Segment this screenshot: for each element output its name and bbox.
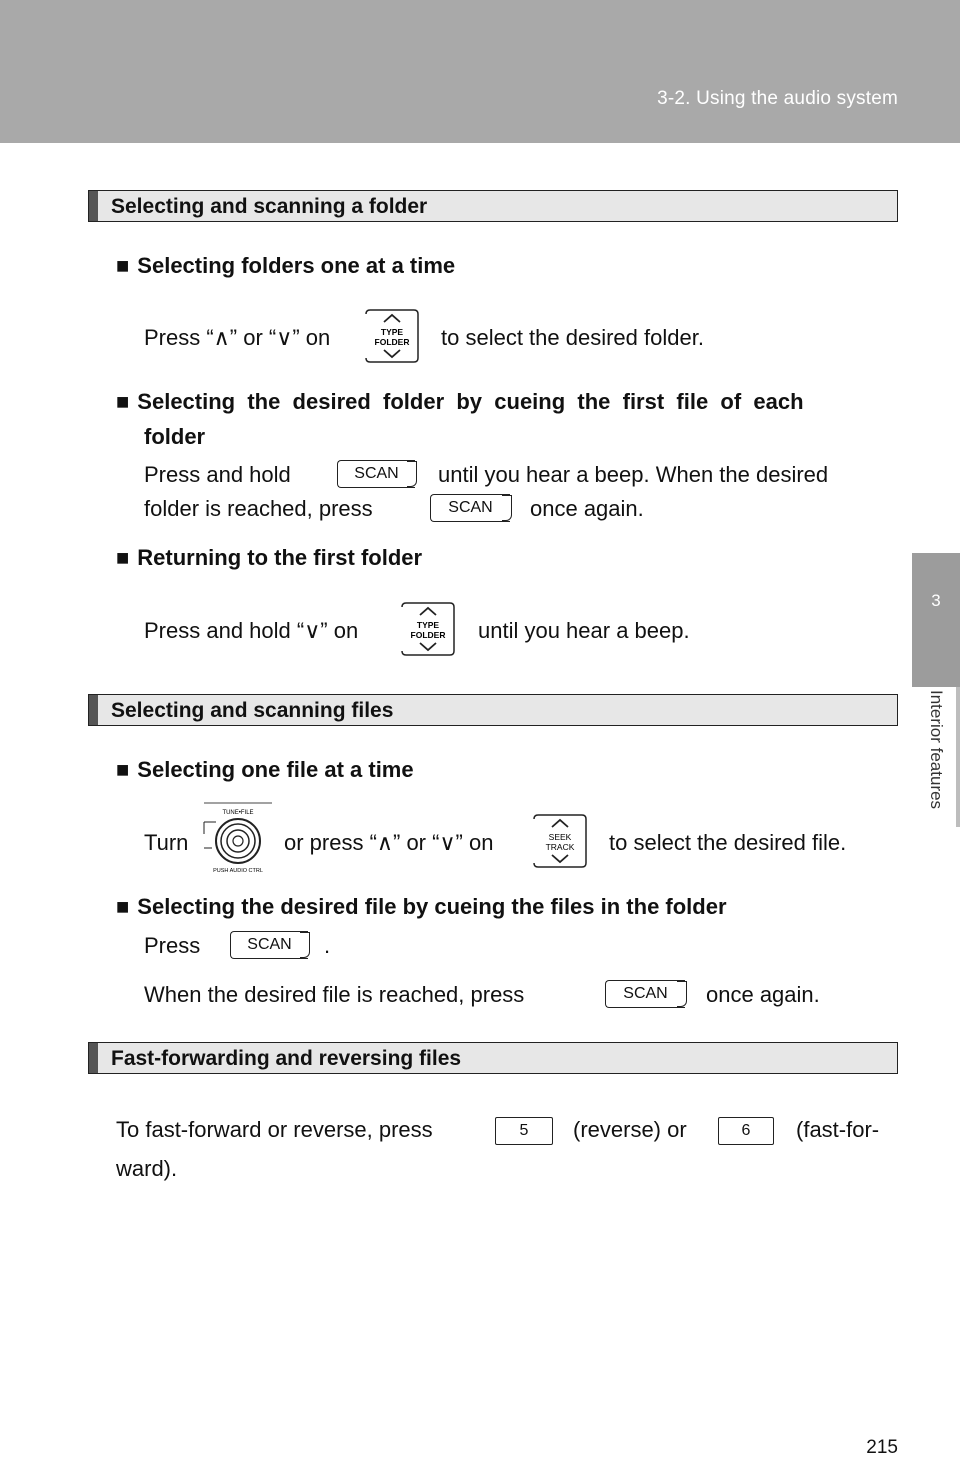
type-folder-button[interactable] <box>362 308 422 364</box>
knob-bottom-label: PUSH AUDIO CTRL <box>213 868 263 874</box>
seek-track-button[interactable] <box>530 813 590 869</box>
subhead-text: Selecting one file at a time <box>137 757 414 782</box>
scan-button[interactable]: SCAN <box>230 931 308 959</box>
subhead-cueing-files <box>116 894 727 920</box>
subhead-return-first-folder <box>116 545 422 571</box>
instruction-text: Press and hold “∨” on <box>144 618 359 643</box>
instruction-text: once again. <box>530 496 644 521</box>
preset-5-button[interactable]: 5 <box>495 1117 553 1145</box>
subhead-text: Returning to the first folder <box>137 545 423 570</box>
instruction-text: Turn <box>144 830 189 855</box>
header-section-title: 3-2. Using the audio system <box>657 88 898 109</box>
section-folder-bar <box>88 190 898 222</box>
instruction-text: . <box>324 933 331 958</box>
subhead-text: Selecting folders one at a time <box>137 253 456 278</box>
subhead-text: Selecting the desired folder by cueing the first file of each <box>137 389 804 414</box>
track-label: TRACK <box>545 842 575 852</box>
instruction-text: to select the desired file. <box>609 830 847 855</box>
scan-button[interactable]: SCAN <box>337 460 415 488</box>
instruction-text: until you hear a beep. When the desired <box>438 462 829 487</box>
page-header <box>0 0 960 143</box>
type-folder-button[interactable] <box>398 601 458 657</box>
folder-label: FOLDER <box>374 337 410 347</box>
instruction-text: Press “∧” or “∨” on <box>144 325 331 350</box>
preset-6-button[interactable]: 6 <box>718 1117 774 1145</box>
subhead-folders-one-at-a-time <box>116 253 455 279</box>
seek-label: SEEK <box>548 832 572 842</box>
scan-button[interactable]: SCAN <box>430 494 510 522</box>
instruction-text: (fast-for- <box>796 1117 880 1142</box>
instruction-text: When the desired file is reached, press <box>144 982 525 1007</box>
page-number: 215 <box>866 1437 898 1458</box>
square-bullet-icon: ■ <box>116 545 130 570</box>
tune-file-knob[interactable] <box>198 800 276 874</box>
subhead-one-file <box>116 757 414 783</box>
instruction-text: ward). <box>116 1156 178 1181</box>
knob-top-label: TUNE•FILE <box>222 810 254 816</box>
type-label: TYPE <box>416 620 440 630</box>
section-files-bar <box>88 694 898 726</box>
scan-button[interactable]: SCAN <box>605 980 685 1008</box>
chapter-tab <box>912 553 960 687</box>
instruction-text: or press “∧” or “∨” on <box>284 830 494 855</box>
square-bullet-icon: ■ <box>116 757 130 782</box>
section-fast-bar <box>88 1042 898 1074</box>
square-bullet-icon: ■ <box>116 894 130 919</box>
section-fast-title: Fast-forwarding and reversing files <box>111 1047 462 1070</box>
instruction-text: To fast-forward or reverse, press <box>116 1117 433 1142</box>
chapter-strip <box>956 687 960 827</box>
instruction-text: Press and hold <box>144 462 291 487</box>
square-bullet-icon: ■ <box>116 389 130 414</box>
subhead-cueing-folder <box>116 389 896 415</box>
instruction-text: once again. <box>706 982 820 1007</box>
type-label: TYPE <box>380 327 404 337</box>
section-files-title: Selecting and scanning files <box>111 699 394 722</box>
subhead-text: Selecting the desired file by cueing the files in the folder <box>137 894 727 919</box>
section-folder-title: Selecting and scanning a folder <box>111 195 428 218</box>
instruction-text: to select the desired folder. <box>441 325 704 350</box>
instruction-text: Press <box>144 933 201 958</box>
instruction-text: folder is reached, press <box>144 496 373 521</box>
instruction-text: (reverse) or <box>573 1117 687 1142</box>
square-bullet-icon: ■ <box>116 253 130 278</box>
folder-label: FOLDER <box>410 630 446 640</box>
chapter-title: Interior features <box>927 690 946 810</box>
instruction-text: until you hear a beep. <box>478 618 690 643</box>
chapter-number: 3 <box>931 591 941 610</box>
subhead-text-cont: folder <box>144 424 206 449</box>
